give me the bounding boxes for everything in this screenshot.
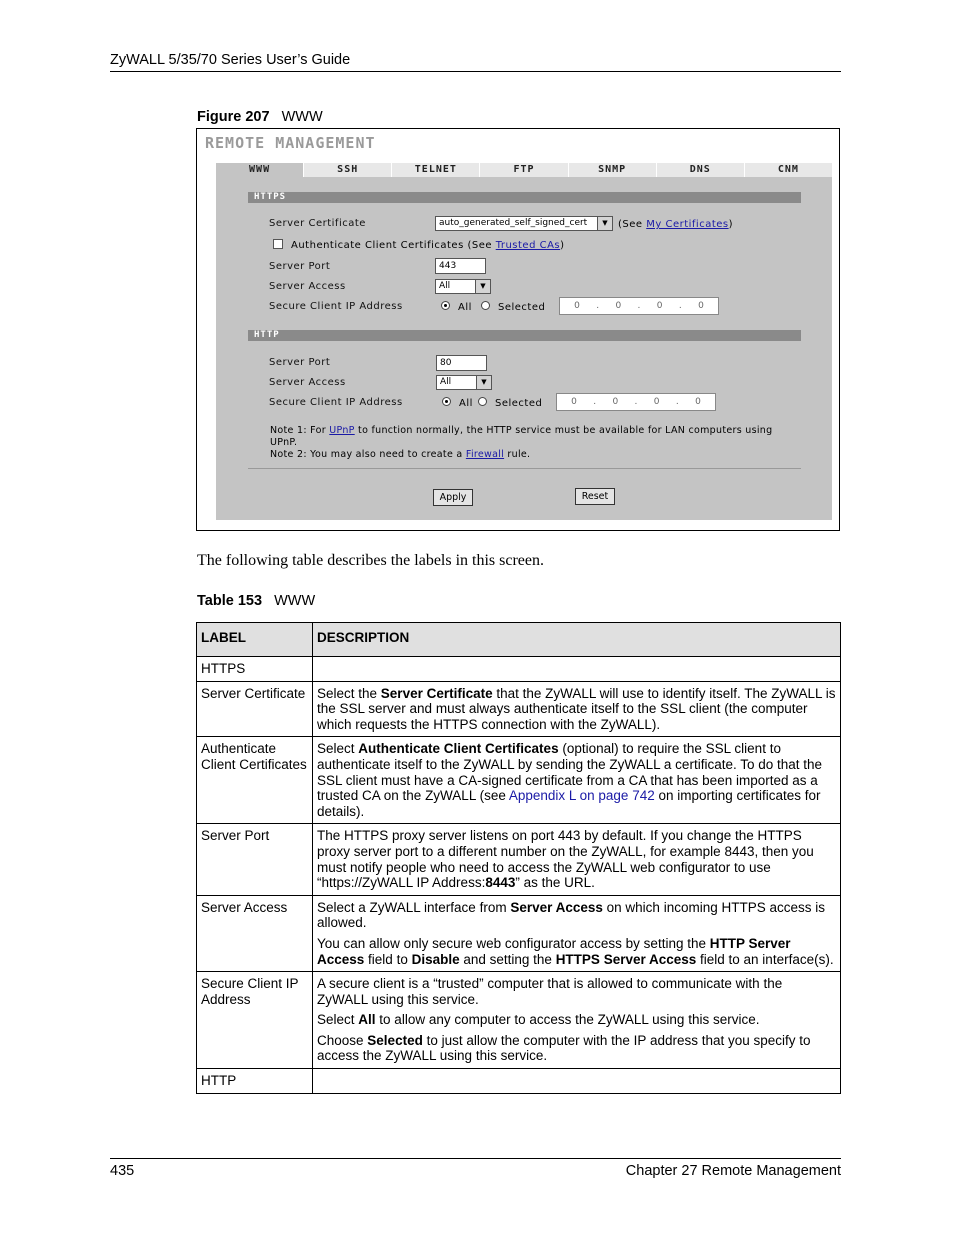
- apply-button[interactable]: Apply: [433, 489, 473, 506]
- table-header-row: [197, 623, 841, 657]
- text: Select: [317, 1012, 359, 1028]
- ip-octet: 0: [574, 301, 580, 311]
- bold-term: All: [358, 1012, 376, 1028]
- ip-dot: .: [637, 301, 641, 311]
- row-description: [313, 1069, 841, 1094]
- column-header-description: DESCRIPTION: [313, 623, 841, 657]
- bold-term: 8443: [485, 875, 516, 891]
- tab-cnm[interactable]: CNM: [745, 163, 832, 177]
- text: and setting the: [459, 951, 556, 967]
- text: to allow any computer to access the ZyWALL using this service.: [375, 1012, 760, 1028]
- trusted-cas-link[interactable]: Trusted CAs: [495, 240, 561, 251]
- text: You can allow only secure web configurator access by setting the: [317, 935, 710, 951]
- upnp-link[interactable]: UPnP: [329, 425, 355, 436]
- text: to just allow the computer with the IP address that you specify to access the ZyWALL using this service.: [317, 1032, 811, 1064]
- paragraph: [317, 1012, 836, 1028]
- table-row: [197, 657, 841, 682]
- bold-term: Selected: [367, 1032, 423, 1048]
- table-row: [197, 972, 841, 1069]
- chevron-down-icon: ▼: [597, 217, 612, 230]
- ip-octet: 0: [695, 397, 701, 407]
- figure-title: WWW: [281, 109, 323, 125]
- ip-dot: .: [634, 397, 638, 407]
- http-radio-all[interactable]: [442, 397, 451, 406]
- text: on which incoming HTTPS access is allowed.: [317, 899, 825, 931]
- https-server-port-label: Server Port: [269, 261, 331, 272]
- bold-term: Server Certificate: [380, 685, 493, 701]
- text: Select the: [317, 685, 381, 701]
- ip-octet: 0: [653, 397, 660, 407]
- ip-octet: 0: [615, 301, 622, 311]
- ip-octet: 0: [656, 301, 663, 311]
- row-label: Server Port: [197, 824, 313, 895]
- paragraph: A secure client is a “trusted” computer that is allowed to communicate with the ZyWALL using this service.: [317, 976, 783, 1007]
- ip-octet: 0: [698, 301, 704, 311]
- https-secure-ip-label: Secure Client IP Address: [269, 301, 403, 312]
- text: The HTTPS proxy server listens on port 443 by default. If you change the HTTPS proxy server port to a different number on the ZyWALL, for example 8443, then you must notify people who need to access the ZyWALL web configurator to use “https://ZyWALL IP Address:: [317, 828, 814, 891]
- http-secure-ip-label: Secure Client IP Address: [269, 397, 403, 408]
- row-description: [313, 737, 841, 824]
- text: field to an interface(s).: [696, 951, 834, 967]
- bold-term: Authenticate Client Certificates: [358, 741, 559, 757]
- text: (optional) to require the SSL client to authenticate itself to the ZyWALL by sending the ZyWALL a certificate. To do that the SSL client must have a CA-signed certificate from a CA that has been imported as a trusted CA on the ZyWALL (see: [317, 741, 823, 804]
- firewall-link[interactable]: Firewall: [465, 449, 505, 460]
- tab-ssh[interactable]: SSH: [304, 163, 392, 177]
- reset-button[interactable]: Reset: [575, 488, 615, 505]
- http-radio-all-label: All: [459, 398, 473, 409]
- see-prefix: (See: [618, 219, 647, 230]
- page-number: 435: [110, 1163, 135, 1179]
- paragraph: [317, 900, 836, 931]
- text: ” as the URL.: [515, 875, 595, 891]
- note1-prefix: Note 1: For: [270, 425, 330, 436]
- http-radio-selected[interactable]: [478, 397, 487, 406]
- authenticate-client-checkbox[interactable]: [273, 239, 283, 249]
- figure-number: Figure 207: [197, 109, 270, 125]
- chevron-down-icon: ▼: [475, 280, 490, 293]
- column-header-label: LABEL: [197, 623, 313, 657]
- https-radio-selected-label: Selected: [498, 302, 546, 313]
- bold-term: HTTPS Server Access: [555, 951, 697, 967]
- ip-octet: 0: [612, 397, 619, 407]
- row-label: Server Certificate: [197, 681, 313, 737]
- row-description: [313, 824, 841, 895]
- https-server-access-value: All: [439, 281, 451, 291]
- http-server-access-value: All: [440, 377, 452, 387]
- auth-label-text: Authenticate Client Certificates (See: [291, 240, 496, 251]
- panel-separator: [248, 468, 801, 469]
- tab-ftp[interactable]: FTP: [480, 163, 568, 177]
- auth-label-suffix: ): [560, 240, 565, 251]
- https-section-heading: HTTPS: [248, 192, 801, 203]
- tab-snmp[interactable]: SNMP: [569, 163, 657, 177]
- text: that the ZyWALL will use to identify itself. The ZyWALL is the SSL server and must always authenticate itself to the SSL client (the computer which requests the HTTPS connection with the ZyWALL).: [317, 685, 836, 732]
- text: Choose: [317, 1032, 368, 1048]
- table-row: [197, 681, 841, 737]
- https-server-access-select[interactable]: [435, 279, 491, 294]
- screen-title: REMOTE MANAGEMENT: [205, 134, 376, 152]
- row-description: [313, 972, 841, 1069]
- bold-term: HTTP Server Access: [317, 935, 791, 967]
- table-row: [197, 737, 841, 824]
- footer-rule: [110, 1158, 841, 1159]
- table-row: [197, 824, 841, 895]
- http-radio-selected-label: Selected: [495, 398, 543, 409]
- tab-telnet[interactable]: TELNET: [392, 163, 480, 177]
- table-row: [197, 895, 841, 971]
- figure-caption: [197, 109, 323, 125]
- text: Select a ZyWALL interface from: [317, 899, 511, 915]
- https-radio-selected[interactable]: [481, 301, 490, 310]
- row-label: Server Access: [197, 895, 313, 971]
- ip-dot: .: [596, 301, 600, 311]
- https-radio-all-label: All: [458, 302, 472, 313]
- https-ip-address-field[interactable]: [559, 297, 719, 315]
- paragraph: [317, 1033, 836, 1064]
- text: on importing certificates for details).: [317, 788, 821, 819]
- ip-dot: .: [675, 397, 679, 407]
- table-caption: [197, 593, 315, 609]
- row-label: HTTP: [197, 1069, 313, 1094]
- tab-bar: [216, 163, 832, 177]
- table-number: Table 153: [197, 593, 263, 609]
- text: field to: [364, 951, 412, 967]
- bold-term: Disable: [411, 951, 460, 967]
- see-certificates-note: [618, 219, 733, 230]
- text: Select: [317, 741, 359, 757]
- server-certificate-value: auto_generated_self_signed_cert: [439, 218, 588, 228]
- header-rule: [110, 71, 841, 72]
- label-description-table: [196, 622, 841, 1094]
- ip-octet: 0: [571, 397, 577, 407]
- server-certificate-select[interactable]: [435, 216, 613, 231]
- https-server-certificate-label: Server Certificate: [269, 218, 366, 229]
- https-radio-all[interactable]: [441, 301, 450, 310]
- http-server-port-input[interactable]: 80: [436, 355, 487, 371]
- http-server-access-label: Server Access: [269, 377, 346, 388]
- appendix-link[interactable]: Appendix L on page 742: [508, 788, 655, 804]
- row-description: [313, 681, 841, 737]
- ip-dot: .: [593, 397, 597, 407]
- row-label: Authenticate Client Certificates: [197, 737, 313, 824]
- note2-suffix: rule.: [504, 449, 531, 460]
- http-ip-address-field[interactable]: [556, 393, 716, 411]
- see-suffix: ): [728, 219, 734, 230]
- bold-term: Server Access: [510, 899, 603, 915]
- row-label: Secure Client IP Address: [197, 972, 313, 1069]
- row-label: HTTPS: [197, 657, 313, 682]
- https-server-access-label: Server Access: [269, 281, 346, 292]
- https-server-port-input[interactable]: 443: [435, 258, 486, 274]
- note-2: [270, 449, 790, 461]
- http-server-access-select[interactable]: [436, 375, 492, 390]
- http-section-heading: HTTP: [248, 330, 801, 341]
- row-description: [313, 657, 841, 682]
- my-certificates-link[interactable]: My Certificates: [646, 219, 729, 230]
- tab-www[interactable]: WWW: [216, 163, 304, 177]
- running-header: ZyWALL 5/35/70 Series User’s Guide: [110, 52, 351, 68]
- note-1: [270, 425, 790, 449]
- paragraph: [317, 936, 836, 967]
- note2-prefix: Note 2: You may also need to create a: [270, 449, 466, 460]
- chevron-down-icon: ▼: [476, 376, 491, 389]
- tab-dns[interactable]: DNS: [657, 163, 745, 177]
- intro-text: The following table describes the labels in this screen.: [197, 552, 545, 569]
- note1-suffix: to function normally, the HTTP service must be available for LAN computers using UPnP.: [270, 425, 773, 448]
- authenticate-client-label: [291, 240, 565, 251]
- table-row: [197, 1069, 841, 1094]
- row-description: [313, 895, 841, 971]
- chapter-title: Chapter 27 Remote Management: [625, 1163, 841, 1179]
- http-server-port-label: Server Port: [269, 357, 331, 368]
- ip-dot: .: [678, 301, 682, 311]
- table-title: WWW: [274, 593, 316, 609]
